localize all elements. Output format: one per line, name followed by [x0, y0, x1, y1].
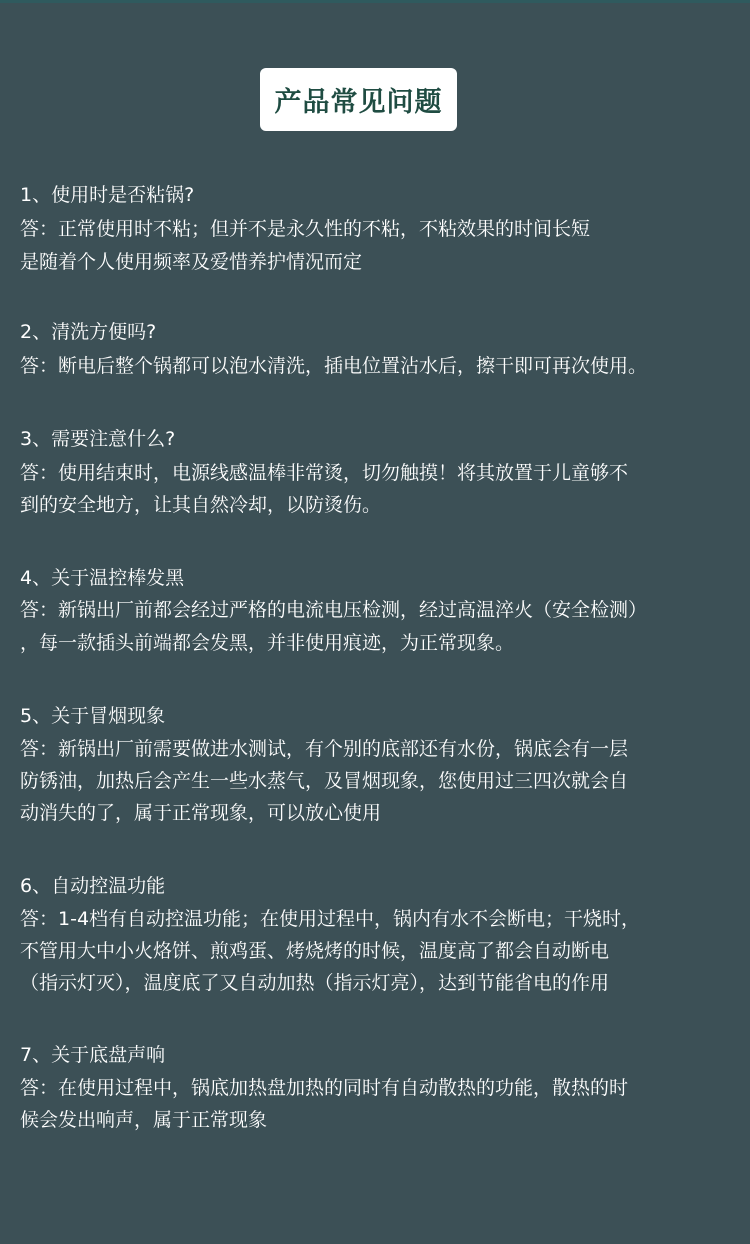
top-border-line [0, 0, 750, 3]
faq-answer-line: 答：在使用过程中，锅底加热盘加热的同时有自动散热的功能，散热的时 [20, 1077, 629, 1099]
faq-answer-line: 答：新锅出厂前都会经过严格的电流电压检测，经过高温淬火（安全检测） [20, 599, 648, 621]
faq-answer-line: （指示灯灭），温度底了又自动加热（指示灯亮），达到节能省电的作用 [20, 972, 610, 994]
faq-question: 6、自动控温功能 [20, 875, 166, 897]
faq-answer-line: 答：新锅出厂前需要做进水测试，有个别的底部还有水份，锅底会有一层 [20, 738, 629, 760]
faq-question: 4、关于温控棒发黑 [20, 567, 185, 589]
page-title-box [260, 68, 457, 131]
faq-answer-line: 不管用大中小火烙饼、煎鸡蛋、烤烧烤的时候，温度高了都会自动断电 [20, 940, 610, 962]
faq-question: 7、关于底盘声响 [20, 1044, 166, 1066]
faq-answer-line: 答：1-4档有自动控温功能；在使用过程中，锅内有水不会断电；干烧时， [20, 908, 641, 930]
faq-question: 3、需要注意什么? [20, 428, 176, 450]
faq-answer-line: 候会发出响声，属于正常现象 [20, 1109, 268, 1131]
faq-question: 2、清洗方便吗? [20, 321, 157, 343]
faq-answer-line: ，每一款插头前端都会发黑，并非使用痕迹，为正常现象。 [20, 632, 515, 654]
faq-answer-line: 到的安全地方，让其自然冷却，以防烫伤。 [20, 494, 382, 516]
faq-answer-line: 动消失的了，属于正常现象，可以放心使用 [20, 802, 382, 824]
faq-answer-line: 答：断电后整个锅都可以泡水清洗，插电位置沾水后，擦干即可再次使用。 [20, 355, 648, 377]
faq-question: 5、关于冒烟现象 [20, 705, 166, 727]
faq-answer-line: 答：正常使用时不粘；但并不是永久性的不粘，不粘效果的时间长短 [20, 218, 591, 240]
page-title: 产品常见问题 [274, 87, 443, 118]
faq-question: 1、使用时是否粘锅? [20, 184, 195, 206]
faq-answer-line: 是随着个人使用频率及爱惜养护情况而定 [20, 251, 363, 273]
faq-answer-line: 防锈油，加热后会产生一些水蒸气，及冒烟现象，您使用过三四次就会自 [20, 770, 629, 792]
faq-answer-line: 答：使用结束时，电源线感温棒非常烫，切勿触摸！将其放置于儿童够不 [20, 462, 629, 484]
